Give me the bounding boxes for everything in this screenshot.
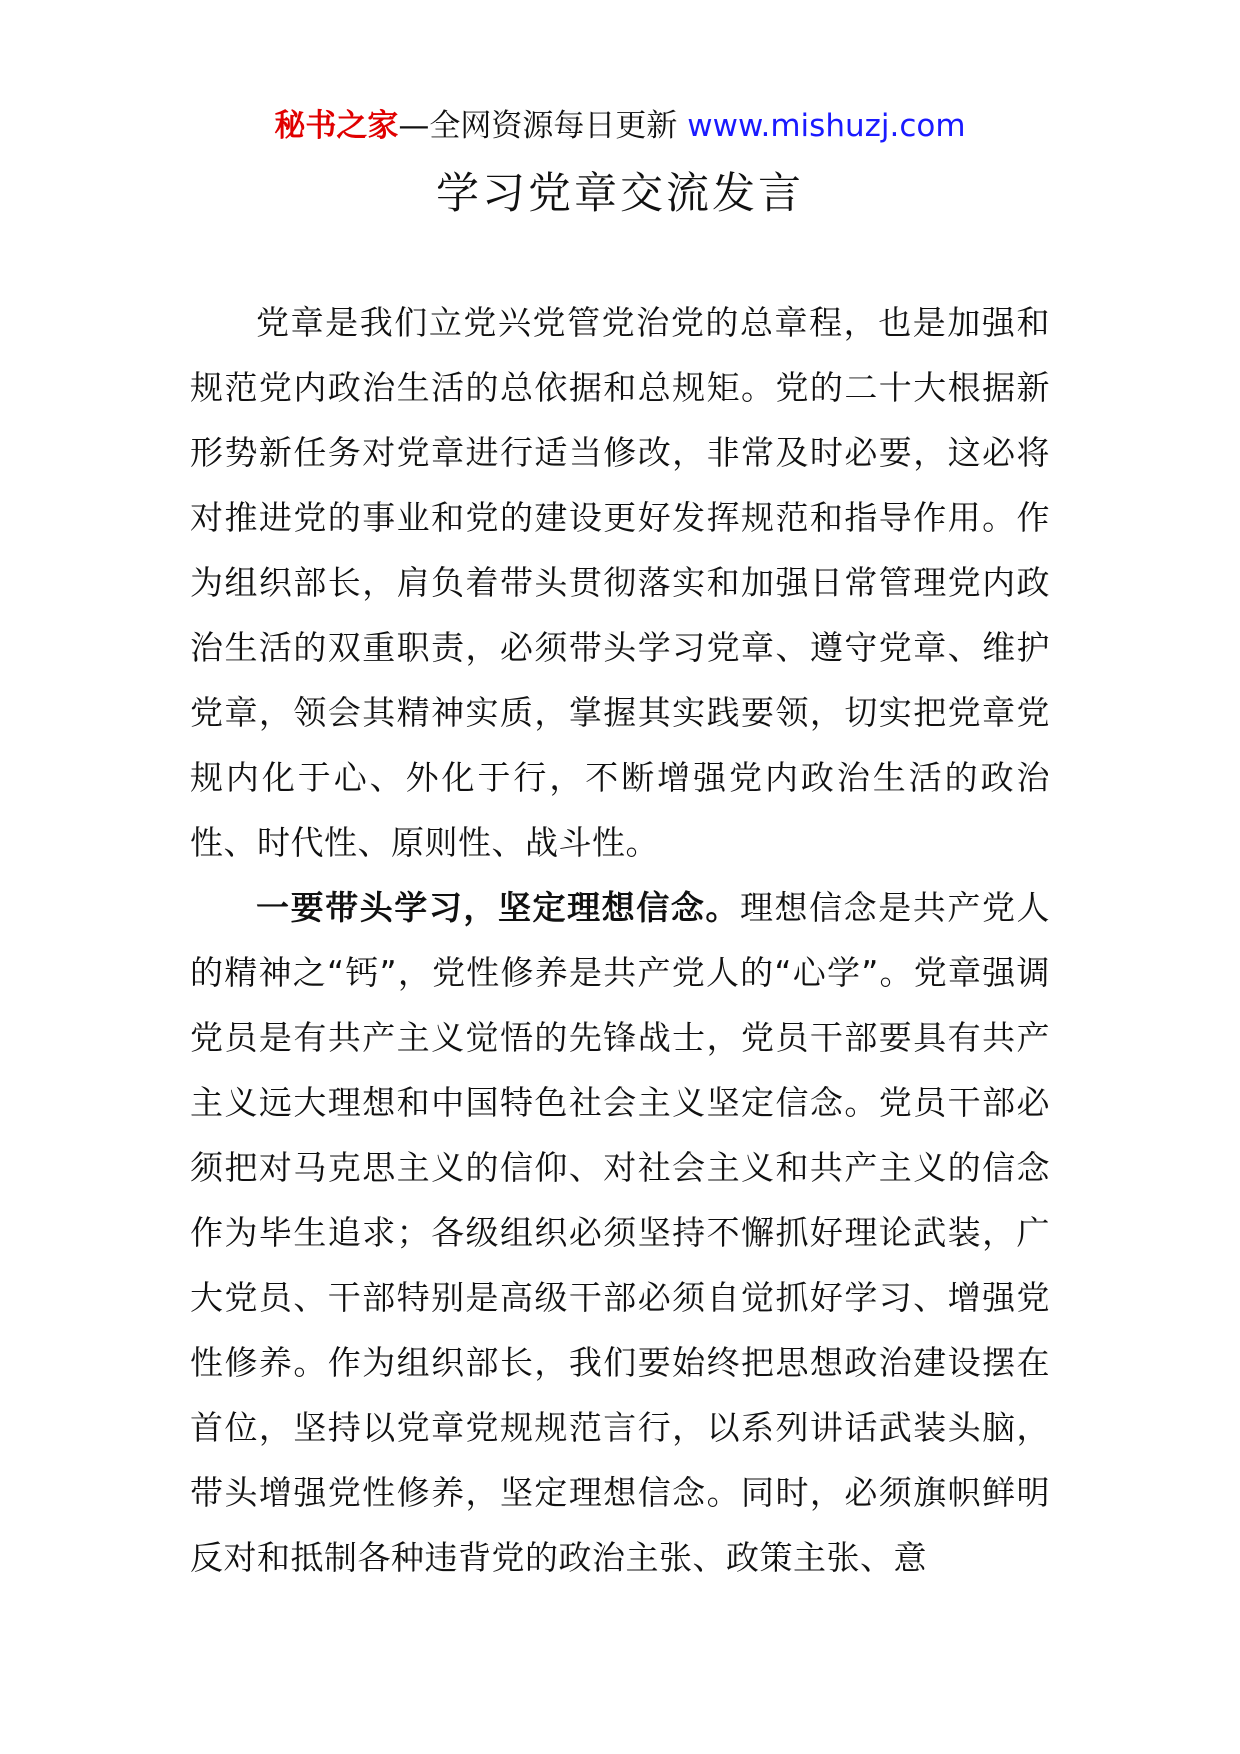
paragraph-text: 党章是我们立党兴党管党治党的总章程，也是加强和规范党内政治生活的总依据和总规矩。党的二十大根据新形势新任务对党章进行适当修改，非常及时必要，这必将对推进党的事业和党的建设更好发挥规范和指导作用。作为组织部长，肩负着带头贯彻落实和加强日常管理党内政治生活的双重职责，必须带头学习党章、遵守党章、维护党章，领会其精神实质，掌握其实践要领，切实把党章党规内化于心、外化于行，不断增强党内政治生活的政治性、时代性、原则性、战斗性。: [190, 303, 1050, 862]
document-title: 学习党章交流发言: [436, 169, 804, 219]
site-url[interactable]: www.mishuzj.com: [687, 108, 966, 144]
paragraph-text: 理想信念是共产党人的精神之“钙”，党性修养是共产党人的“心学”。党章强调党员是有共产主义觉悟的先锋战士，党员干部要具有共产主义远大理想和中国特色社会主义坚定信念。党员干部必须把对马克思主义的信仰、对社会主义和共产主义的信念作为毕生追求；各级组织必须坚持不懈抓好理论武装，广大党员、干部特别是高级干部必须自觉抓好学习、增强党性修养。作为组织部长，我们要始终把思想政治建设摆在首位，坚持以党章党规规范言行，以系列讲话武装头脑，带头增强党性修养，坚定理想信念。同时，必须旗帜鲜明反对和抵制各种违背党的政治主张、政策主张、意: [190, 888, 1051, 1577]
header-slogan: —全网资源每日更新: [398, 108, 688, 144]
site-header: [0, 104, 1240, 148]
brand-name: 秘书之家: [274, 108, 399, 144]
document-body: [190, 290, 1050, 1590]
paragraph-lead: 一要带头学习，坚定理想信念。: [256, 888, 740, 927]
paragraph: [190, 290, 1050, 875]
paragraph: [190, 875, 1050, 1590]
